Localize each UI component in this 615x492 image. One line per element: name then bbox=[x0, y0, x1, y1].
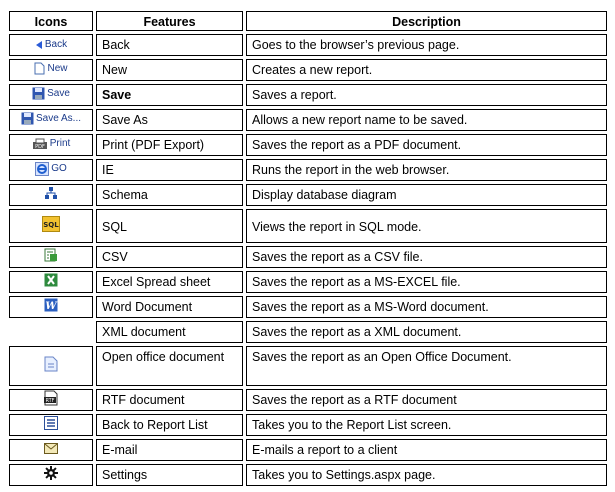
description-cell: Saves the report as a CSV file. bbox=[246, 246, 607, 268]
feature-cell: E-mail bbox=[96, 439, 243, 461]
table-row bbox=[9, 159, 607, 181]
feature-cell: Save bbox=[96, 84, 243, 106]
feature-cell: RTF document bbox=[96, 389, 243, 411]
icon-cell bbox=[9, 134, 93, 156]
feature-cell: Word Document bbox=[96, 296, 243, 318]
save-as-icon-label: Save As... bbox=[35, 112, 82, 124]
feature-cell: Excel Spread sheet bbox=[96, 271, 243, 293]
ie-go-icon-label: GO bbox=[51, 162, 67, 174]
feature-cell: SQL bbox=[96, 209, 243, 243]
header-description: Description bbox=[246, 11, 607, 31]
table-row bbox=[9, 59, 607, 81]
sql-icon-text: SQL bbox=[43, 221, 59, 229]
report-list-icon bbox=[44, 416, 58, 430]
icon-cell bbox=[9, 109, 93, 131]
description-cell: Takes you to Settings.aspx page. bbox=[246, 464, 607, 486]
features-table bbox=[6, 8, 610, 489]
header-features: Features bbox=[96, 11, 243, 31]
description-cell: Goes to the browser’s previous page. bbox=[246, 34, 607, 56]
icon-cell bbox=[9, 296, 93, 318]
table-row bbox=[9, 84, 607, 106]
description-cell: Saves the report as a PDF document. bbox=[246, 134, 607, 156]
rtf-icon-text: RTF bbox=[45, 398, 55, 404]
icon-cell bbox=[9, 389, 93, 411]
icon-cell bbox=[9, 346, 93, 386]
new-icon-label: New bbox=[47, 62, 68, 74]
feature-cell: IE bbox=[96, 159, 243, 181]
sql-icon bbox=[42, 216, 60, 232]
feature-cell: Schema bbox=[96, 184, 243, 206]
ie-go-icon bbox=[35, 161, 67, 177]
new-icon bbox=[34, 61, 67, 77]
svg-text:PDF: PDF bbox=[34, 144, 45, 150]
icon-cell bbox=[9, 439, 93, 461]
open-office-icon bbox=[44, 356, 58, 372]
feature-cell: Save As bbox=[96, 109, 243, 131]
print-pdf-icon bbox=[32, 136, 71, 152]
word-icon bbox=[44, 298, 58, 312]
table-row bbox=[9, 321, 607, 343]
feature-cell: Settings bbox=[96, 464, 243, 486]
table-row bbox=[9, 184, 607, 206]
description-cell: Runs the report in the web browser. bbox=[246, 159, 607, 181]
table-row bbox=[9, 346, 607, 386]
excel-icon bbox=[44, 273, 58, 287]
back-icon-label: Back bbox=[44, 38, 68, 50]
icon-cell bbox=[9, 34, 93, 56]
description-cell: Saves the report as a XML document. bbox=[246, 321, 607, 343]
save-icon-label: Save bbox=[47, 87, 70, 99]
header-icons: Icons bbox=[9, 11, 93, 31]
table-row bbox=[9, 209, 607, 243]
table-row bbox=[9, 439, 607, 461]
print-pdf-icon-label: Print bbox=[49, 138, 71, 149]
back-icon bbox=[35, 37, 67, 53]
description-cell: Saves the report as a MS-EXCEL file. bbox=[246, 271, 607, 293]
csv-icon bbox=[44, 248, 58, 262]
table-row bbox=[9, 109, 607, 131]
description-cell: Creates a new report. bbox=[246, 59, 607, 81]
table-row bbox=[9, 296, 607, 318]
email-icon bbox=[44, 443, 58, 454]
description-cell: Saves a report. bbox=[246, 84, 607, 106]
table-row bbox=[9, 271, 607, 293]
feature-cell: XML document bbox=[96, 321, 243, 343]
description-cell: Takes you to the Report List screen. bbox=[246, 414, 607, 436]
description-cell: Allows a new report name to be saved. bbox=[246, 109, 607, 131]
feature-cell: Back to Report List bbox=[96, 414, 243, 436]
feature-cell: CSV bbox=[96, 246, 243, 268]
description-cell: Saves the report as a RTF document bbox=[246, 389, 607, 411]
icon-cell-empty bbox=[9, 321, 93, 343]
feature-cell: Print (PDF Export) bbox=[96, 134, 243, 156]
description-cell: E-mails a report to a client bbox=[246, 439, 607, 461]
description-cell: Display database diagram bbox=[246, 184, 607, 206]
settings-gear-icon bbox=[44, 466, 58, 480]
icon-cell bbox=[9, 184, 93, 206]
icon-cell bbox=[9, 414, 93, 436]
icon-cell bbox=[9, 84, 93, 106]
table-row bbox=[9, 389, 607, 411]
table-row bbox=[9, 134, 607, 156]
table-row bbox=[9, 464, 607, 486]
icon-cell bbox=[9, 159, 93, 181]
feature-cell: New bbox=[96, 59, 243, 81]
header-row bbox=[9, 11, 607, 31]
description-cell: Saves the report as a MS-Word document. bbox=[246, 296, 607, 318]
save-icon bbox=[32, 86, 70, 102]
svg-text:W: W bbox=[45, 301, 57, 312]
icon-cell bbox=[9, 464, 93, 486]
feature-cell: Open office document bbox=[96, 346, 243, 386]
icon-cell bbox=[9, 246, 93, 268]
table-row bbox=[9, 414, 607, 436]
table-row bbox=[9, 246, 607, 268]
table-row bbox=[9, 34, 607, 56]
feature-cell: Back bbox=[96, 34, 243, 56]
rtf-icon bbox=[43, 390, 59, 406]
icon-cell bbox=[9, 209, 93, 243]
schema-icon bbox=[44, 186, 58, 200]
save-as-icon bbox=[21, 111, 81, 127]
description-cell: Views the report in SQL mode. bbox=[246, 209, 607, 243]
description-cell: Saves the report as an Open Office Document. bbox=[246, 346, 607, 386]
icon-cell bbox=[9, 271, 93, 293]
icon-cell bbox=[9, 59, 93, 81]
